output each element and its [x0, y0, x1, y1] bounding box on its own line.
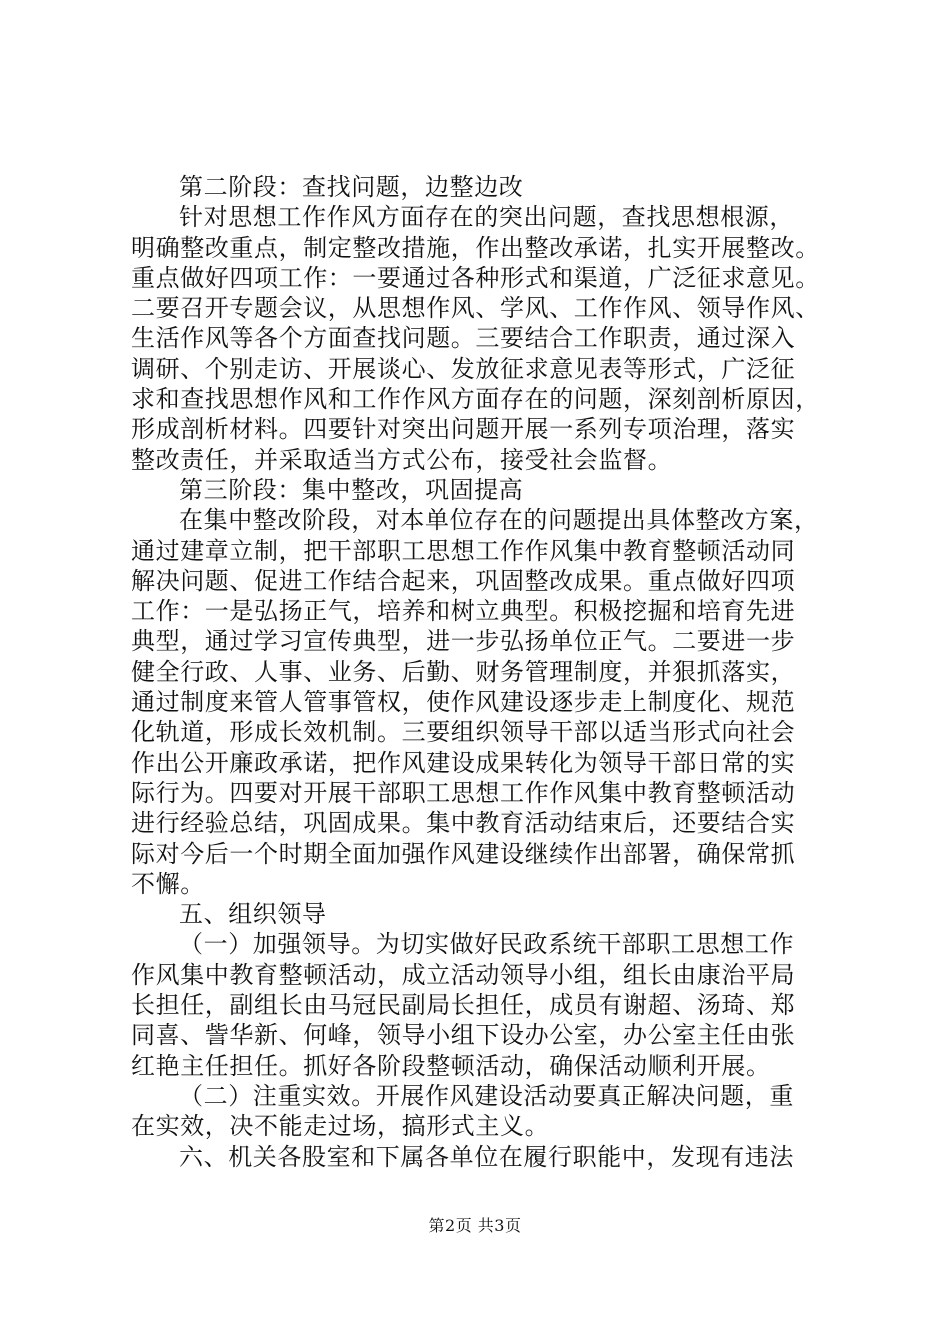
paragraph-line: 通过建章立制，把干部职工思想工作作风集中教育整顿活动同: [131, 536, 796, 565]
paragraph-line: 重点做好四项工作：一要通过各种形式和渠道，广泛征求意见。: [131, 263, 820, 292]
paragraph-line: 作出公开廉政承诺，把作风建设成果转化为领导干部日常的实: [131, 748, 796, 777]
document-body: [131, 172, 851, 1172]
paragraph-line: 二要召开专题会议，从思想作风、学风、工作作风、领导作风、: [131, 294, 820, 323]
stage-two-heading: 第二阶段：查找问题，边整边改: [179, 173, 524, 201]
paragraph-line: 调研、个别走访、开展谈心、发放征求意见表等形式，广泛征: [131, 354, 796, 383]
paragraph-line: 化轨道，形成长效机制。三要组织领导干部以适当形式向社会: [131, 718, 796, 747]
paragraph-line: 际行为。四要对开展干部职工思想工作作风集中教育整顿活动: [131, 778, 796, 807]
stage-three-heading: 第三阶段：集中整改，巩固提高: [179, 475, 524, 504]
paragraph-line: 解决问题、促进工作结合起来，巩固整改成果。重点做好四项: [131, 566, 796, 595]
paragraph-line: 进行经验总结，巩固成果。集中教育活动结束后，还要结合实: [131, 809, 796, 838]
paragraph-line: 红艳主任担任。抓好各阶段整顿活动，确保活动顺利开展。: [131, 1051, 771, 1080]
paragraph-line: 不懈。: [131, 869, 205, 898]
paragraph-line: 典型，通过学习宣传典型，进一步弘扬单位正气。二要进一步: [131, 627, 796, 656]
page-indicator: 第2页 共3页: [428, 1216, 522, 1235]
paragraph-line: （二）注重实效。开展作风建设活动要真正解决问题，重: [179, 1081, 794, 1110]
paragraph-line: （一）加强领导。为切实做好民政系统干部职工思想工作: [179, 930, 794, 959]
paragraph-line: 长担任，副组长由马冠民副局长担任，成员有谢超、汤琦、郑: [131, 991, 796, 1020]
section-six-line: 六、机关各股室和下属各单位在履行职能中，发现有违法: [179, 1142, 794, 1171]
paragraph-line: 健全行政、人事、业务、后勤、财务管理制度，并狠抓落实，: [131, 657, 796, 686]
section-five-heading: 五、组织领导: [179, 900, 327, 929]
paragraph-line: 工作：一是弘扬正气，培养和树立典型。积极挖掘和培育先进: [131, 597, 796, 626]
paragraph-line: 针对思想工作作风方面存在的突出问题，查找思想根源，: [179, 203, 794, 232]
paragraph-line: 生活作风等各个方面查找问题。三要结合工作职责，通过深入: [131, 324, 796, 353]
paragraph-line: 形成剖析材料。四要针对突出问题开展一系列专项治理，落实: [131, 415, 796, 444]
paragraph-line: 作风集中教育整顿活动，成立活动领导小组，组长由康治平局: [131, 960, 796, 989]
paragraph-line: 同喜、訾华新、何峰，领导小组下设办公室，办公室主任由张: [131, 1021, 796, 1050]
paragraph-line: 在集中整改阶段，对本单位存在的问题提出具体整改方案，: [179, 506, 819, 535]
paragraph-line: 在实效，决不能走过场，搞形式主义。: [131, 1112, 550, 1141]
paragraph-line: 整改责任，并采取适当方式公布，接受社会监督。: [131, 445, 673, 474]
paragraph-line: 际对今后一个时期全面加强作风建设继续作出部署，确保常抓: [131, 839, 796, 868]
paragraph-line: 通过制度来管人管事管权，使作风建设逐步走上制度化、规范: [131, 688, 796, 717]
paragraph-line: 求和查找思想作风和工作作风方面存在的问题，深刻剖析原因，: [131, 385, 820, 414]
paragraph-line: 明确整改重点，制定整改措施，作出整改承诺，扎实开展整改。: [131, 233, 820, 262]
